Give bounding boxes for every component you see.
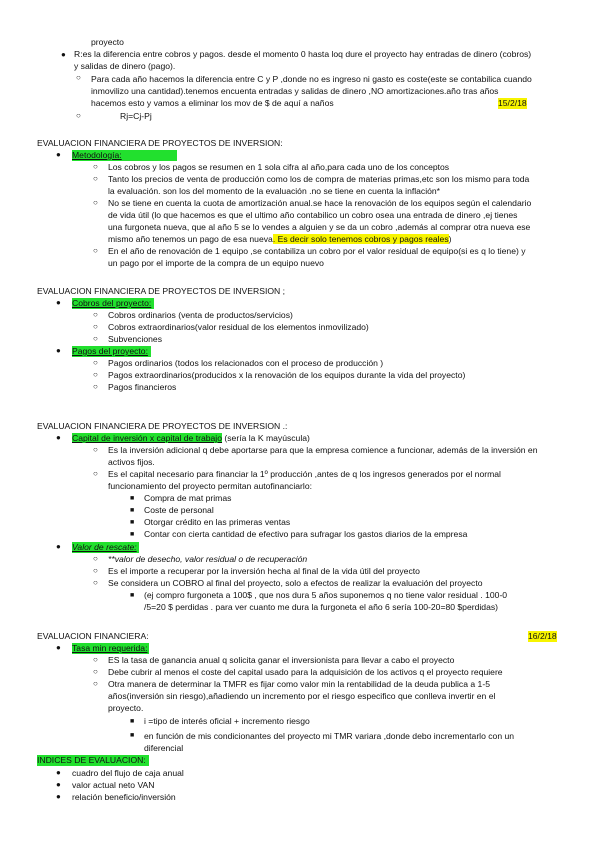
section-title: EVALUACION FINANCIERA DE PROYECTOS DE INVERSION .:	[37, 421, 288, 431]
highlighted-text: . Es decir solo tenemos cobros y pagos reales	[272, 234, 449, 244]
text-line: R:es la diferencia entre cobros y pagos. desde el momento 0 hasta loq dure el proyecto hay entradas de dinero (cobros)	[74, 49, 532, 59]
text-line: Otra manera de determinar la TMFR es fijar como valor min la rentabilidad de la deuda publica a 1-5	[108, 679, 490, 689]
bullet-circle: ○	[93, 679, 98, 688]
text-line: Cobros ordinarios (venta de productos/servicios)	[108, 310, 293, 320]
text-line: Cobros extraordinarios(valor residual de los elementos inmovilizado)	[108, 322, 369, 332]
text-line: Para cada año hacemos la diferencia entre C y P ,donde no es ingreso ni gasto es coste(este se contabilica cuando	[91, 74, 532, 84]
bullet-dot: ●	[56, 780, 61, 789]
text-line: proyecto	[91, 37, 124, 47]
section-label: Capital de inversión x capital de trabajo	[72, 433, 223, 443]
bullet-square: ■	[130, 495, 135, 502]
text-line: Debe cubrir al menos el coste del capital usado para la adquisición de los activos q el proyecto requiere	[108, 667, 503, 677]
date-label: 15/2/18	[498, 98, 527, 108]
bullet-square: ■	[130, 592, 135, 599]
bullet-square: ■	[130, 507, 135, 514]
text-line: hacemos esto y vamos a eliminar los mov de $ de aquí a naños	[91, 98, 334, 108]
text-line: relación beneficio/inversión	[72, 792, 176, 802]
text-line: Es la inversión adicional q debe aportarse para que la empresa comience a funcionar, además de la inversión en	[108, 445, 538, 455]
bullet-circle: ○	[93, 667, 98, 676]
bullet-dot: ●	[56, 346, 61, 355]
text-line: Es el importe a recuperar por la inversión hecha al final de la vida útil del proyecto	[108, 566, 420, 576]
text-line: proyecto.	[108, 703, 144, 713]
bullet-square: ■	[130, 718, 135, 725]
bullet-circle: ○	[76, 73, 81, 82]
section-label: Tasa min requerida:	[72, 643, 148, 653]
text-line: Subvenciones	[108, 334, 162, 344]
text-line	[108, 234, 452, 245]
bullet-circle: ○	[93, 174, 98, 183]
section-label: Pagos del proyecto:	[72, 346, 151, 357]
text-line: una furgoneta nueva, que al año 5 se lo vendes a alguien y se da un cobro ,además al comprar otra nueva ese	[108, 222, 531, 232]
text-line: Se considera un COBRO al final del proyecto, solo a efectos de realizar la evaluación del proyecto	[108, 578, 483, 588]
text-line: **valor de desecho, valor residual o de recuperación	[108, 554, 308, 564]
bullet-dot: ●	[56, 768, 61, 777]
bullet-dot: ●	[56, 150, 61, 159]
section-title: EVALUACION FINANCIERA DE PROYECTOS DE INVERSION ;	[37, 286, 285, 296]
text-line: No se tiene en cuenta la cuota de amortización anual.se hace la renovación de los equipos según el calendario	[108, 198, 532, 208]
text-line: cuadro del flujo de caja anual	[72, 768, 184, 778]
bullet-circle: ○	[93, 162, 98, 171]
text-line: Es el capital necesario para financiar la 1º producción ,antes de q los ingresos generados por el normal	[108, 469, 501, 479]
bullet-dot: ●	[56, 792, 61, 801]
text-line: diferencial	[144, 743, 184, 753]
bullet-square: ■	[130, 531, 135, 538]
bullet-circle: ○	[93, 469, 98, 478]
bullet-circle: ○	[93, 246, 98, 255]
text-line: ES la tasa de ganancia anual q solicita ganar el inversionista para llevar a cabo el proyecto	[108, 655, 455, 665]
bullet-circle: ○	[93, 310, 98, 319]
bullet-circle: ○	[93, 334, 98, 343]
text-line: /5=20 $ perdidas . para ver cuanto me dura la furgoneta el año 6 sería 100-20=80 $perdidas)	[144, 602, 499, 612]
text-line: Pagos financieros	[108, 382, 177, 392]
formula: Rj=Cj-Pj	[120, 111, 152, 121]
text-line: años(inversión sin riesgo),añadiendo un incremento por el riesgo especifico que conlleva invertir en el	[108, 691, 496, 701]
section-title: EVALUACION FINANCIERA:	[37, 631, 149, 641]
text-line: la evaluación. son los del momento de la evaluación .no se tiene en cuenta la inflación*	[108, 186, 441, 196]
section-label: INDICES DE EVALUACION:	[37, 755, 149, 766]
text-run: )	[448, 234, 452, 244]
text-line: un pago por el importe de la compra de un equipo nuevo	[108, 258, 324, 268]
text-line: en función de mis condicionantes del proyecto mi TMR variara ,donde debo incrementarlo con un	[144, 731, 515, 741]
text-line: Tanto los precios de venta de producción como los de compra de materias primas,etc son los mismo para toda	[108, 174, 530, 184]
text-line	[72, 433, 310, 444]
text-line: funcionamiento del proyecto permitan autofinanciarlo:	[108, 481, 312, 491]
section-label: Cobros del proyecto:	[72, 298, 154, 309]
text-run: (sería la K mayúscula)	[222, 433, 310, 443]
text-line: Pagos ordinarios (todos los relacionados con el proceso de producción )	[108, 358, 384, 368]
text-line: Coste de personal	[144, 505, 214, 515]
bullet-circle: ○	[76, 111, 81, 120]
bullet-dot: ●	[56, 542, 61, 551]
text-line: Compra de mat primas	[144, 493, 232, 503]
bullet-circle: ○	[93, 198, 98, 207]
bullet-circle: ○	[93, 370, 98, 379]
section-title: EVALUACION FINANCIERA DE PROYECTOS DE INVERSION:	[37, 138, 283, 148]
text-line: Los cobros y los pagos se resumen en 1 sola cifra al año,para cada uno de los conceptos	[108, 162, 450, 172]
bullet-dot: ●	[56, 298, 61, 307]
bullet-circle: ○	[93, 578, 98, 587]
date-label: 16/2/18	[528, 631, 557, 641]
text-line: valor actual neto VAN	[72, 780, 155, 790]
text-line: Contar con cierta cantidad de efectivo para sufragar los gastos diarios de la empresa	[144, 529, 468, 539]
bullet-circle: ○	[93, 322, 98, 331]
text-line: activos fijos.	[108, 457, 155, 467]
text-run: mismo año tenemos un pago de esa nueva	[108, 234, 273, 244]
section-label: Valor de rescate:	[72, 542, 137, 552]
text-line: Otorgar crédito en las primeras ventas	[144, 517, 291, 527]
text-line: Pagos extraordinarios(producidos x la renovación de los equipos durante la vida del proyecto)	[108, 370, 466, 380]
bullet-dot: ●	[56, 643, 61, 652]
text-line: de vida útil (lo que hacemos es que el ultimo año contabilico un cobro osea una entrada de dinero ,ej tienes	[108, 210, 518, 220]
bullet-circle: ○	[93, 358, 98, 367]
bullet-square: ■	[130, 732, 135, 739]
text-line: inmovilizo una cantidad).tenemos encuenta entradas y salidas de dinero ,NO amortizaciones.año tras años	[91, 86, 499, 96]
text-line: i =tipo de interés oficial + incremento riesgo	[144, 716, 310, 726]
bullet-circle: ○	[93, 566, 98, 575]
text-line: (ej compro furgoneta a 100$ , que nos dura 5 años suponemos q no tiene valor residual . 100-0	[144, 590, 508, 600]
text-line: y salidas de dinero (pago).	[74, 61, 176, 71]
bullet-circle: ○	[93, 655, 98, 664]
bullet-dot: ●	[56, 433, 61, 442]
section-label: Metodología:	[72, 150, 177, 161]
bullet-square: ■	[130, 519, 135, 526]
text-line: En el año de renovación de 1 equipo ,se contabiliza un cobro por el valor residual de equipo(si es q lo tiene) y	[108, 246, 526, 256]
bullet-circle: ○	[93, 382, 98, 391]
bullet-circle: ○	[93, 445, 98, 454]
bullet-circle: ○	[93, 554, 98, 563]
bullet-dot: ●	[61, 50, 66, 59]
